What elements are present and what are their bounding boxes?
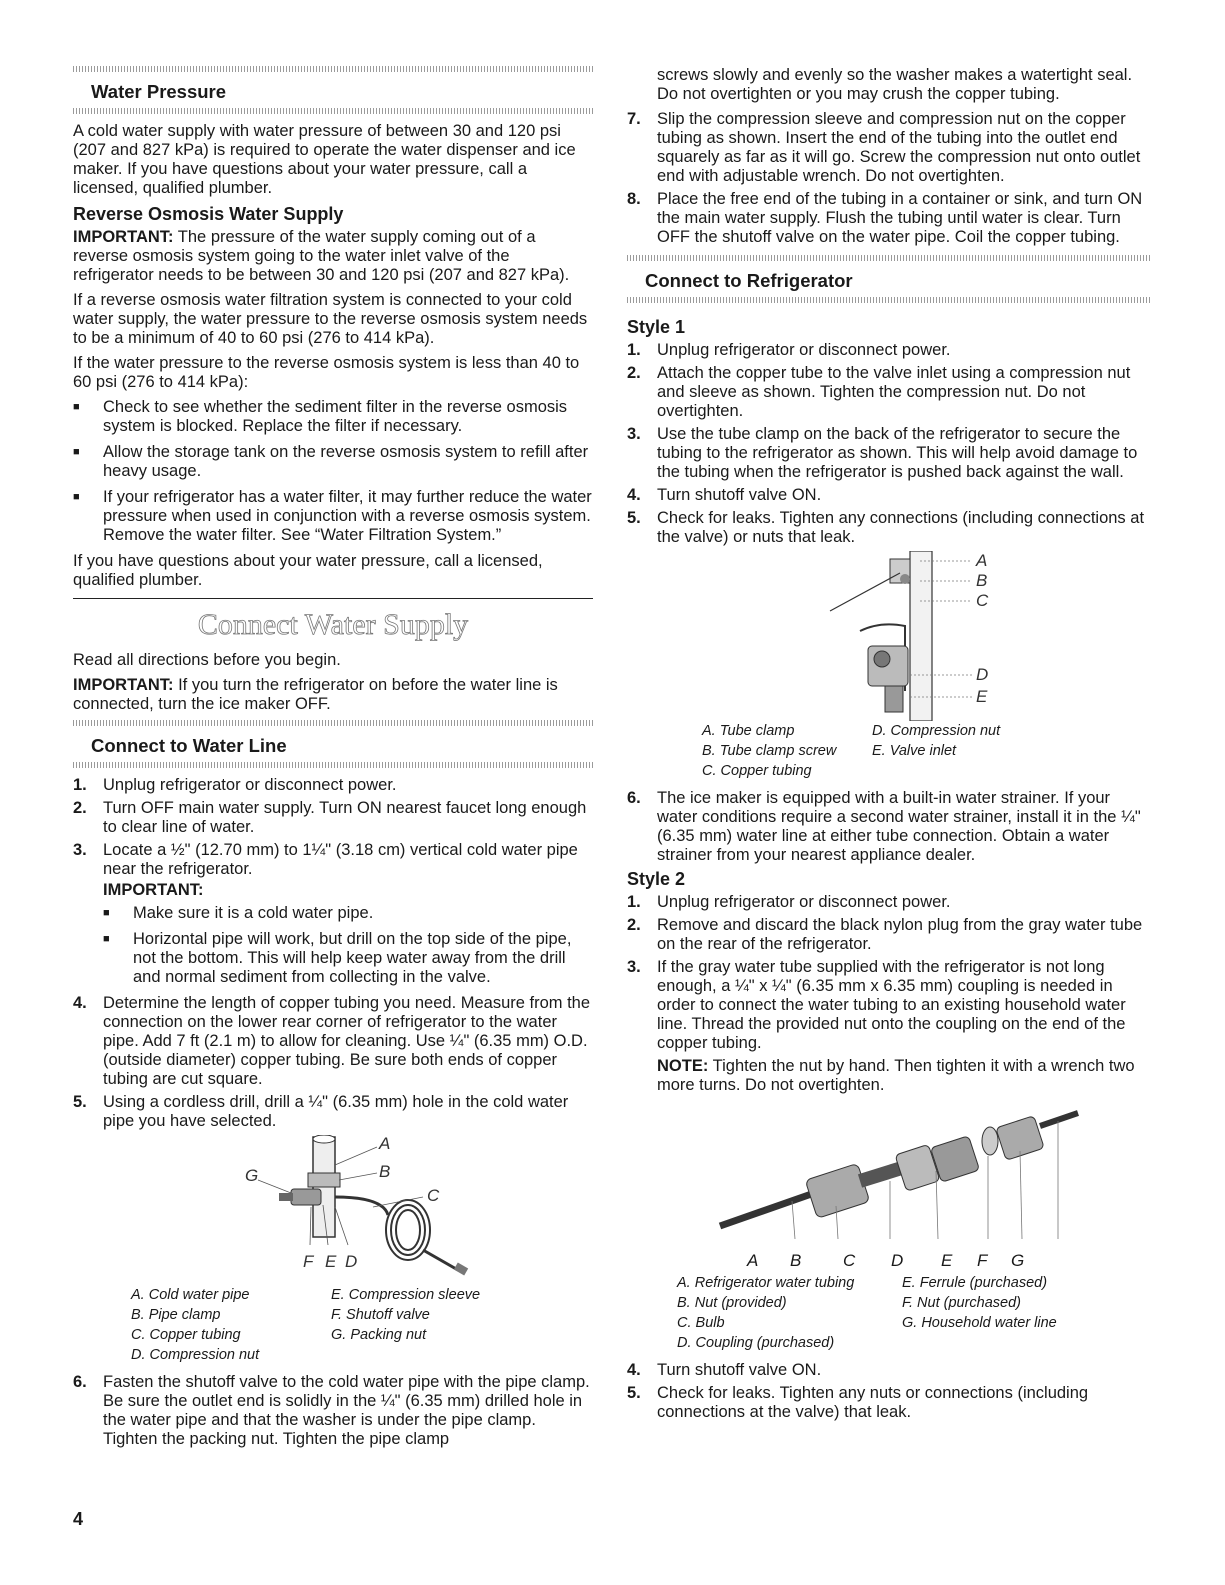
step-number: 3.	[627, 958, 641, 976]
steps-list	[73, 1373, 593, 1449]
bullet-list	[73, 398, 593, 545]
section-rule	[627, 297, 1152, 303]
step-item	[627, 486, 1152, 505]
label-a: A	[379, 1135, 391, 1153]
caption-item: E. Valve inlet	[872, 743, 957, 759]
step-item	[627, 509, 1152, 547]
step-number: 8.	[627, 190, 641, 208]
figure-caption	[702, 721, 1042, 781]
caption-item: G. Packing nut	[331, 1327, 427, 1343]
step-item	[627, 1384, 1152, 1422]
section-title: Connect to Water Line	[91, 735, 287, 756]
step-text: Turn OFF main water supply. Turn ON nearest faucet long enough to clear line of water.	[103, 799, 587, 836]
figure-caption	[677, 1273, 1097, 1353]
step-text: Determine the length of copper tubing you need. Measure from the connection on the lower rear corner of refrigerator to the water pipe. Add 7 ft (2.1 m) to allow for cleaning. Use ¼" (6.35 mm) O.D. (outside diameter) copper tubing. Be sure both ends of copper tubing are cut square.	[103, 994, 591, 1088]
section-rule	[73, 108, 593, 114]
section-rule	[73, 762, 593, 768]
note-label: NOTE:	[657, 1057, 709, 1075]
coupling-diagram	[700, 1101, 1080, 1251]
caption-item: C. Bulb	[677, 1315, 725, 1331]
caption-item: A. Cold water pipe	[131, 1287, 250, 1303]
step-text: Remove and discard the black nylon plug from the gray water tube on the rear of the refrigerator.	[657, 916, 1143, 953]
water-pressure-section	[73, 66, 593, 114]
label-g: G	[245, 1166, 259, 1185]
steps-list	[627, 789, 1152, 865]
step-text: The ice maker is equipped with a built-in water strainer. If your water conditions require a second water strainer, install it in the ¼" (6.35 mm) water line at either tube connection. Obtain a water strainer from your nearest appliance dealer.	[657, 789, 1141, 864]
step-text: Slip the compression sleeve and compression nut on the copper tubing as shown. Insert the end of the tubing into the outlet end squarely as far as it will go. Screw the compression nut onto outlet end with adjustable wrench. Do not overtighten.	[657, 110, 1141, 185]
label-a: A	[975, 551, 987, 570]
section-title: Water Pressure	[91, 81, 227, 102]
step-text: Unplug refrigerator or disconnect power.	[657, 341, 951, 359]
valve-inlet-diagram	[760, 551, 1020, 721]
important-text: The pressure of the water supply coming out of a reverse osmosis system going to the water inlet valve of the refrigerator needs to be between 30 and 120 psi (207 and 827 kPa).	[73, 228, 570, 284]
label-f: F	[303, 1252, 314, 1271]
bullet-item: ■ Make sure it is a cold water pipe.	[103, 904, 593, 923]
step-item	[627, 190, 1152, 247]
connect-water-supply-title: Connect Water Supply	[197, 608, 469, 641]
paragraph: If you have questions about your water pressure, call a licensed, qualified plumber.	[73, 552, 543, 589]
paragraph: Read all directions before you begin.	[73, 651, 341, 669]
step-item	[73, 1093, 593, 1131]
divider	[73, 598, 593, 599]
subheading: Reverse Osmosis Water Supply	[73, 204, 344, 224]
style2-heading: Style 2	[627, 869, 686, 889]
label-b: B	[975, 571, 987, 590]
step-number: 6.	[73, 1373, 87, 1391]
note-text: Tighten the nut by hand. Then tighten it with a wrench two more turns. Do not overtighten.	[657, 1057, 1135, 1094]
label-a: A	[747, 1251, 759, 1270]
bullet-item: ■ Horizontal pipe will work, but drill on the top side of the pipe, not the bottom. This will help keep water away from the drill and normal sediment from collecting in the valve.	[103, 930, 593, 987]
step-item	[627, 425, 1152, 482]
caption-item	[902, 1333, 1097, 1353]
steps-list	[627, 341, 1152, 547]
label-b: B	[790, 1251, 802, 1270]
paragraph: If a reverse osmosis water filtration system is connected to your cold water supply, the water pressure to the reverse osmosis system needs to be a minimum of 40 to 60 psi (276 to 414 kPa).	[73, 291, 588, 347]
important-text: If you turn the refrigerator on before the water line is connected, turn the ice maker OFF.	[73, 676, 558, 713]
steps-list	[73, 776, 593, 1131]
step-number: 6.	[627, 789, 641, 807]
steps-list	[627, 110, 1152, 247]
step-number: 5.	[73, 1093, 87, 1111]
step-item	[627, 341, 1152, 360]
style1-heading: Style 1	[627, 317, 686, 337]
step-item	[73, 841, 593, 987]
caption-item: F. Nut (purchased)	[902, 1295, 1022, 1311]
page-number: 4	[73, 1509, 84, 1529]
step-item	[627, 1361, 1152, 1380]
step-text: Check for leaks. Tighten any connections (including connections at the valve) or nuts that leak.	[657, 509, 1145, 546]
step-number: 2.	[73, 799, 87, 817]
step-number: 5.	[627, 509, 641, 527]
label-d: D	[891, 1251, 904, 1270]
label-g: G	[1011, 1251, 1025, 1270]
step-number: 3.	[73, 841, 87, 859]
step-item	[73, 994, 593, 1089]
step-item	[73, 776, 593, 795]
important-label: IMPORTANT:	[73, 228, 174, 246]
label-e: E	[325, 1252, 337, 1271]
step-number: 4.	[627, 1361, 641, 1379]
step-text: Use the tube clamp on the back of the refrigerator to secure the tubing to the refrigerator as shown. This will help avoid damage to the tubing when the refrigerator is pushed back against the wall.	[657, 425, 1138, 481]
step-text: Check for leaks. Tighten any nuts or connections (including connections at the valve) that leak.	[657, 1384, 1089, 1421]
bullet-item: ■ Check to see whether the sediment filter in the reverse osmosis system is blocked. Replace the filter if necessary.	[73, 398, 593, 436]
caption-item	[331, 1345, 531, 1365]
label-c: C	[843, 1251, 856, 1270]
label-e: E	[941, 1251, 953, 1270]
step-text: Turn shutoff valve ON.	[657, 486, 822, 504]
step-item	[627, 916, 1152, 954]
label-f: F	[977, 1251, 988, 1270]
connect-refrigerator-section	[627, 255, 1152, 303]
caption-item: D. Compression nut	[131, 1347, 260, 1363]
step-text: Attach the copper tube to the valve inlet using a compression nut and sleeve as shown. Tighten the compression nut. Do not overtighten.	[657, 364, 1131, 420]
step-text: Place the free end of the tubing in a container or sink, and turn ON the main water supply. Flush the tubing until water is clear. Turn OFF the shutoff valve on the water pipe. Coil the copper tubing.	[657, 190, 1143, 246]
step-number: 1.	[627, 341, 641, 359]
step-item	[627, 893, 1152, 912]
right-column	[627, 66, 1152, 1426]
caption-item: F. Shutoff valve	[331, 1307, 430, 1323]
note-paragraph	[657, 1057, 1152, 1095]
label-d: D	[345, 1252, 358, 1271]
label-c: C	[427, 1186, 440, 1205]
paragraph: If the water pressure to the reverse osmosis system is less than 40 to 60 psi (276 to 414 kPa):	[73, 354, 580, 391]
step-number: 7.	[627, 110, 641, 128]
bullet-item: ■ If your refrigerator has a water filter, it may further reduce the water pressure when used in conjunction with a reverse osmosis system. Remove the water filter. See “Water Filtration System.”	[73, 488, 593, 545]
important-paragraph	[73, 228, 593, 285]
step-number: 3.	[627, 425, 641, 443]
step-number: 4.	[73, 994, 87, 1012]
step-item	[73, 799, 593, 837]
step-text: Unplug refrigerator or disconnect power.	[657, 893, 951, 911]
step-number: 2.	[627, 916, 641, 934]
caption-item: D. Compression nut	[872, 723, 1001, 739]
step-item	[627, 958, 1152, 1095]
caption-item: B. Pipe clamp	[131, 1307, 221, 1323]
important-paragraph	[73, 676, 593, 714]
left-column	[73, 66, 593, 1453]
caption-item: A. Tube clamp	[702, 723, 795, 739]
step-item	[627, 789, 1152, 865]
label-e: E	[975, 687, 987, 706]
step-text: Fasten the shutoff valve to the cold water pipe with the pipe clamp. Be sure the outlet end is solidly in the ¼" (6.35 mm) drilled hole in the water pipe and that the washer is under the pipe clamp. Tighten the packing nut. Tighten the pipe clamp	[103, 1373, 590, 1448]
bullet-item: ■ Allow the storage tank on the reverse osmosis system to refill after heavy usage.	[73, 443, 593, 481]
caption-item: C. Copper tubing	[131, 1327, 241, 1343]
step-number: 1.	[627, 893, 641, 911]
valve-inlet-illustration	[760, 551, 1020, 721]
label-c: C	[975, 591, 988, 610]
section-title: Connect to Refrigerator	[645, 270, 853, 291]
bullet-list	[103, 904, 593, 987]
steps-list	[627, 1361, 1152, 1422]
step-text: Unplug refrigerator or disconnect power.	[103, 776, 397, 794]
step-item	[627, 364, 1152, 421]
label-b: B	[379, 1162, 391, 1181]
coupling-illustration	[700, 1101, 1080, 1251]
important-label: IMPORTANT:	[103, 881, 204, 899]
caption-item	[872, 761, 1042, 781]
caption-item: B. Tube clamp screw	[702, 743, 837, 759]
caption-item: E. Ferrule (purchased)	[902, 1275, 1048, 1291]
figure-caption	[131, 1285, 531, 1365]
caption-item: G. Household water line	[902, 1315, 1057, 1331]
important-label: IMPORTANT:	[73, 676, 174, 694]
label-d: D	[975, 665, 988, 684]
shutoff-valve-diagram	[163, 1135, 503, 1285]
caption-item: B. Nut (provided)	[677, 1295, 787, 1311]
coupling-labels	[627, 1251, 1152, 1273]
step-number: 2.	[627, 364, 641, 382]
step-number: 5.	[627, 1384, 641, 1402]
caption-item: E. Compression sleeve	[331, 1287, 481, 1303]
step-text: Turn shutoff valve ON.	[657, 1361, 822, 1379]
step-text: If the gray water tube supplied with the refrigerator is not long enough, a ¼" x ¼" (6.35 mm x 6.35 mm) coupling is needed in order to connect the water tubing to an existing household water line. Thread the provided nut onto the coupling on the end of the copper tubing.	[657, 958, 1126, 1052]
connect-water-line-section	[73, 720, 593, 768]
step-number: 1.	[73, 776, 87, 794]
caption-item: A. Refrigerator water tubing	[677, 1275, 855, 1291]
paragraph: A cold water supply with water pressure of between 30 and 120 psi (207 and 827 kPa) is required to operate the water dispenser and ice maker. If you have questions about your water pressure, call a licensed, qualified plumber.	[73, 122, 576, 197]
caption-item: D. Coupling (purchased)	[677, 1335, 835, 1351]
continued-text: screws slowly and evenly so the washer makes a watertight seal. Do not overtighten or you may crush the copper tubing.	[657, 66, 1133, 103]
caption-item: C. Copper tubing	[702, 763, 812, 779]
shutoff-valve-illustration	[163, 1135, 503, 1285]
step-text: Locate a ½" (12.70 mm) to 1¼" (3.18 cm) vertical cold water pipe near the refrigerator.	[103, 841, 578, 878]
step-item	[73, 1373, 593, 1449]
step-text: Using a cordless drill, drill a ¼" (6.35 mm) hole in the cold water pipe you have selected.	[103, 1093, 569, 1130]
steps-list	[627, 893, 1152, 1095]
step-number: 4.	[627, 486, 641, 504]
step-item	[627, 110, 1152, 186]
